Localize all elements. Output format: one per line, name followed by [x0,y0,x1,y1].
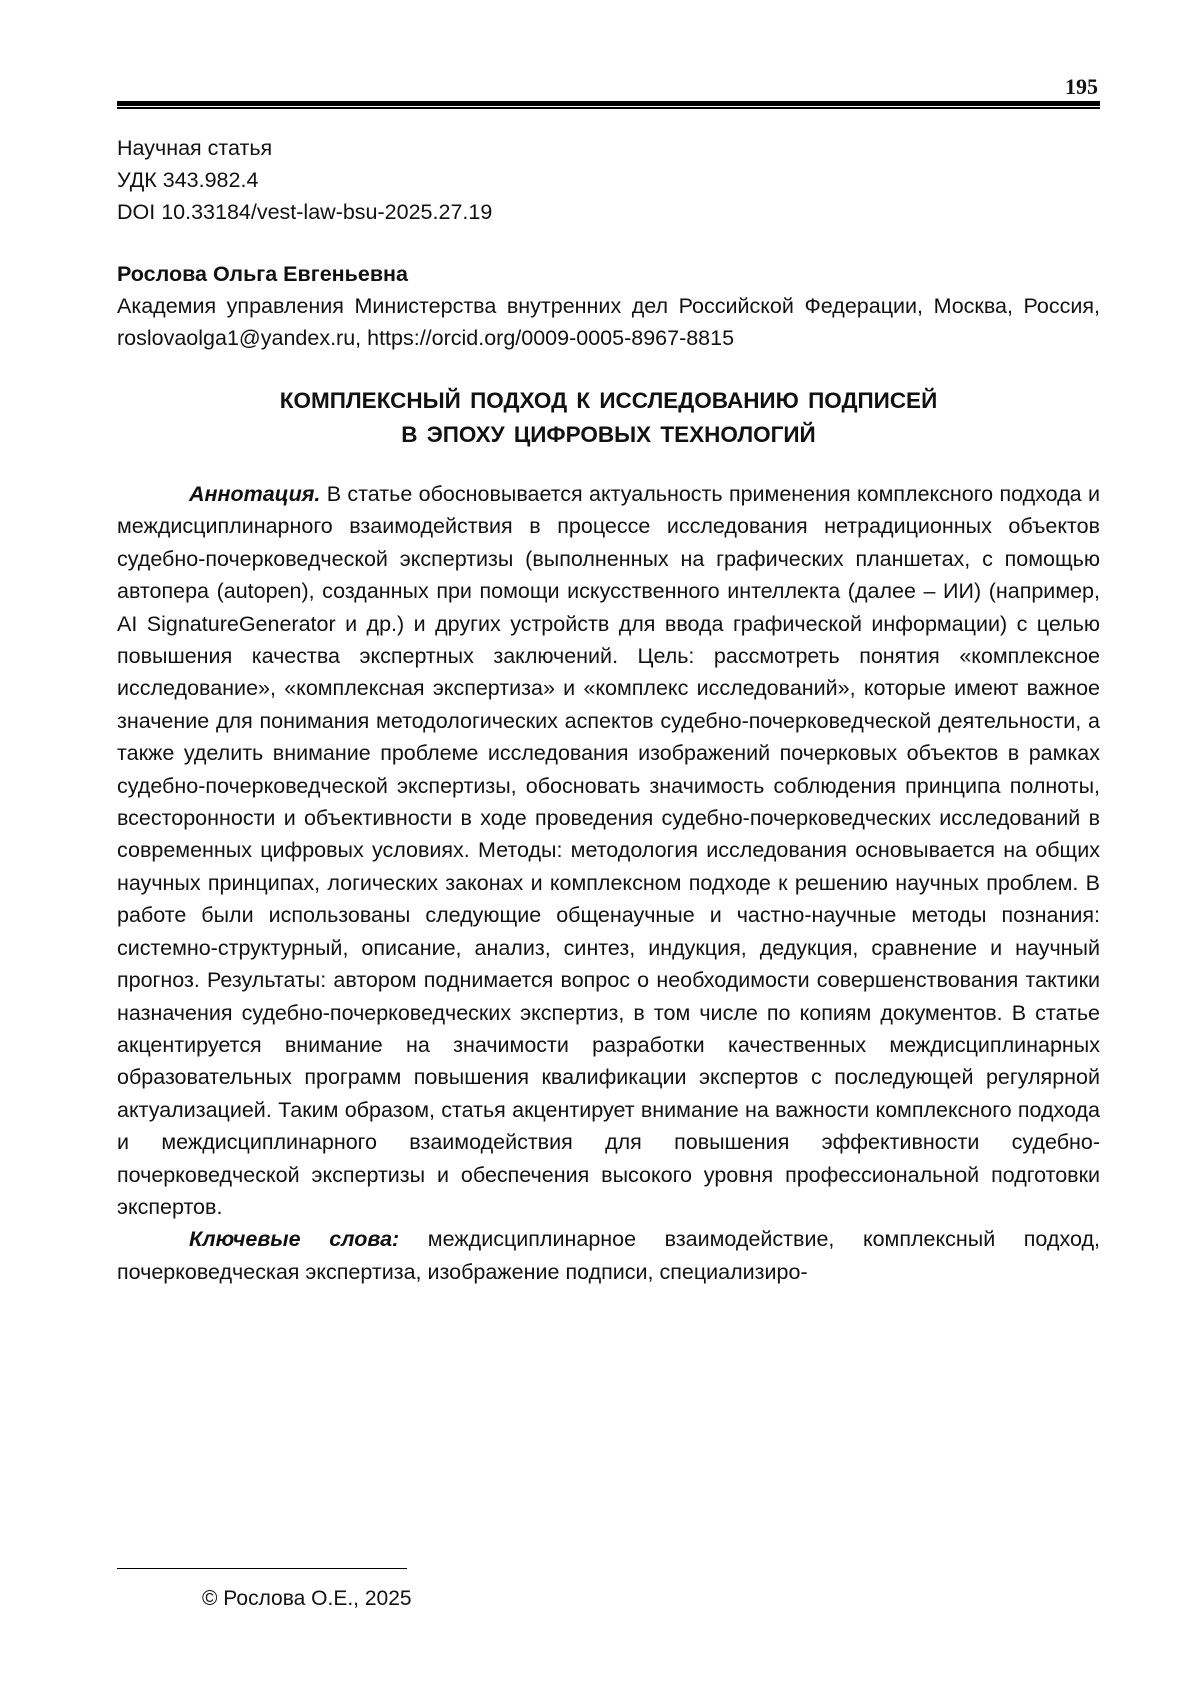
article-type: Научная статья [117,136,273,160]
page-number: 195 [1065,74,1098,99]
abstract [117,478,1100,1223]
udk-code: УДК 343.982.4 [117,168,259,192]
header-rule [117,101,1100,109]
doi: DOI 10.33184/vest-law-bsu-2025.27.19 [117,200,493,224]
article-title [117,384,1100,452]
author-affiliation: Академия управления Министерства внутренних дел Российской Федерации, Москва, Россия, roslovaolga1@yandex.ru, https://orcid.org/0009-0005-8967-8815 [117,294,1100,350]
footnote-rule [117,1568,407,1569]
abstract-text: В статье обосновывается актуальность применения комплексного подхода и междисциплинарного взаимодействия в процессе исследования нетрадиционных объектов судебно-почерковедческой экспертизы (выполненных на графических планшетах, с помощью автопера (autopen), созданных при помощи искусственного интеллекта (далее – ИИ) (например, AI SignatureGenerator и др.) и других устройств для ввода графической информации) с целью повышения качества экспертных заключений. Цель: рассмотреть понятия «комплексное исследование», «комплексная экспертиза» и «комплекс исследований», которые имеют важное значение для понимания методологических аспектов судебно-почерковедческой деятельности, а также уделить внимание проблеме исследования изображений почерковых объектов в рамках судебно-почерковедческой экспертизы, обосновать значимость соблюдения принципа полноты, всесторонности и объективности в ходе проведения судебно-почерковедческих исследований в современных цифровых условиях. Методы: методология исследования основывается на общих научных принципах, логических законах и комплексном подходе к решению научных проблем. В работе были использованы следующие общенаучные и частно-научные методы познания: системно-структурный, описание, анализ, синтез, индукция, дедукция, сравнение и научный прогноз. Результаты: автором поднимается вопрос о необходимости совершенствования тактики назначения судебно-почерковедческих экспертиз, в том числе по копиям документов. В статье акцентируется внимание на значимости разработки качественных междисциплинарных образовательных программ повышения квалификации экспертов с последующей регулярной актуализацией. Таким образом, статья акцентирует внимание на важности комплексного подхода и междисциплинарного взаимодействия для повышения эффективности судебно-почерковедческой экспертизы и обеспечения высокого уровня профессиональной подготовки экспертов. [117,482,1100,1219]
keywords-text: междисциплинарное взаимодействие, комплексный подход, почерковедческая экспертиза, изображение подписи, специализиро- [117,1227,1100,1284]
title-line-1: КОМПЛЕКСНЫЙ ПОДХОД К ИССЛЕДОВАНИЮ ПОДПИСЕЙ [279,388,938,413]
title-line-2: В ЭПОХУ ЦИФРОВЫХ ТЕХНОЛОГИЙ [401,422,816,447]
copyright-footnote: © Рослова О.Е., 2025 [202,1587,412,1610]
keywords [117,1223,1100,1288]
keywords-label: Ключевые слова: [189,1227,400,1252]
article-body [117,132,1100,1310]
author-block [117,258,1100,354]
abstract-label: Аннотация. [189,482,321,506]
author-name: Рослова Ольга Евгеньевна [117,262,408,286]
